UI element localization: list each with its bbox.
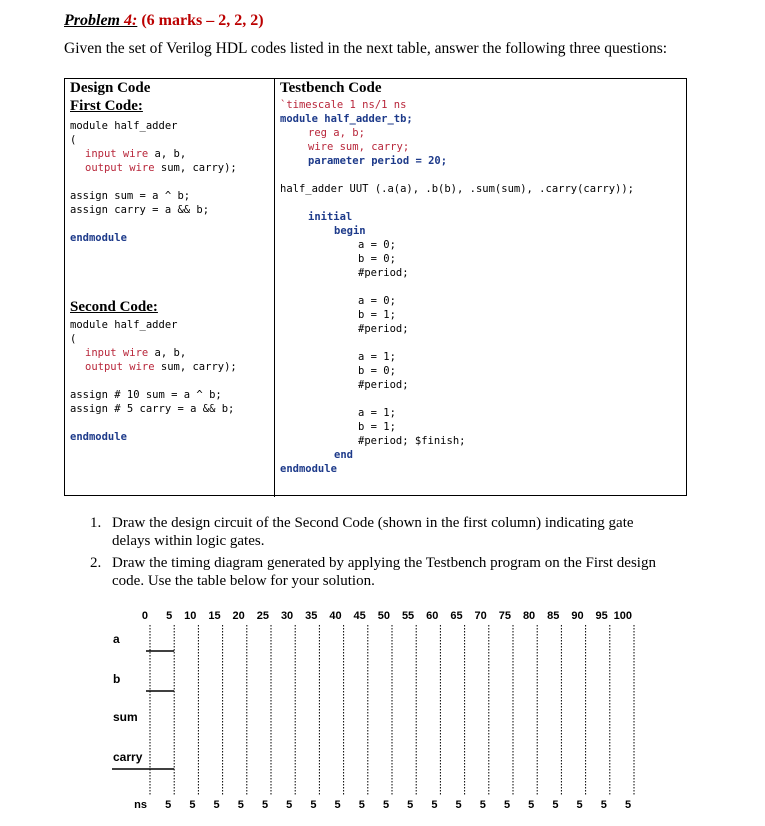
tb-timescale: `timescale 1 ns/1 ns	[280, 99, 407, 111]
interval-label: 5	[479, 799, 486, 811]
second-code-line7: endmodule	[70, 431, 127, 443]
tb-initial: initial	[308, 211, 353, 223]
tb-step1-b: b = 0;	[358, 253, 396, 265]
time-tick-label: 20	[232, 610, 245, 622]
time-tick-label: 100	[613, 610, 632, 622]
design-code-header: Design Code	[70, 80, 151, 96]
interval-label: 5	[503, 799, 511, 811]
problem-marks: (6 marks – 2, 2, 2)	[141, 12, 264, 29]
question-text-line1: Draw the design circuit of the Second Code (shown in the first column) indicating gate	[112, 515, 634, 531]
interval-label: 5	[624, 799, 632, 811]
tb-endmodule: endmodule	[280, 463, 337, 475]
interval-label: 5	[382, 799, 390, 811]
tb-module: module half_adder_tb;	[280, 113, 413, 125]
time-tick-label: 70	[474, 610, 487, 622]
time-tick-label: 60	[426, 610, 439, 622]
testbench-code-header: Testbench Code	[280, 80, 382, 96]
output-wire-keyword: output wire	[85, 162, 155, 174]
time-tick-label: 90	[571, 610, 584, 622]
tb-step4-delay: #period; $finish;	[358, 435, 466, 447]
interval-label: 5	[237, 799, 244, 811]
first-code-line1: module half_adder	[70, 120, 178, 132]
column-divider	[274, 79, 275, 497]
tb-step3-a: a = 1;	[358, 351, 396, 363]
first-code-line2: (	[70, 134, 77, 146]
interval-label: 5	[189, 799, 196, 811]
intro-text: Given the set of Verilog HDL codes listed in the next table, answer the following three questions:	[64, 40, 668, 57]
problem-prefix: Problem	[64, 12, 120, 29]
problem-title	[64, 12, 264, 30]
signal-label: a	[113, 632, 120, 646]
tb-reg: reg a, b;	[308, 127, 365, 139]
time-tick-label: 65	[450, 610, 463, 622]
interval-label: 5	[576, 799, 583, 811]
interval-label: 5	[286, 799, 293, 811]
interval-label: 5	[310, 799, 317, 811]
time-tick-label: 80	[522, 610, 536, 622]
tb-step3-b: b = 0;	[358, 365, 396, 377]
time-unit-label: ns	[134, 799, 147, 811]
time-tick-label: 75	[498, 610, 511, 622]
second-code-line4	[85, 360, 237, 374]
first-code-line4	[85, 161, 237, 175]
interval-label: 5	[261, 799, 269, 811]
input-ports: a, b,	[148, 148, 187, 160]
interval-label: 5	[600, 799, 607, 811]
interval-label: 5	[528, 799, 535, 811]
signal-label: sum	[113, 710, 138, 724]
question-1	[90, 515, 710, 551]
output-wire-keyword: output wire	[85, 361, 155, 373]
first-code-line5: assign sum = a ^ b;	[70, 190, 191, 202]
time-tick-label: 30	[280, 610, 294, 622]
question-text-line1: Draw the timing diagram generated by applying the Testbench program on the First design	[112, 555, 656, 571]
problem-number: 4:	[124, 12, 138, 29]
time-tick-label: 85	[547, 610, 560, 622]
input-wire-keyword: input wire	[85, 347, 149, 359]
interval-label: 5	[455, 799, 462, 811]
tb-step3-delay: #period;	[358, 379, 409, 391]
first-code-label: First Code:	[70, 98, 143, 114]
interval-label: 5	[431, 799, 438, 811]
output-ports: sum, carry);	[154, 361, 237, 373]
second-code-line3	[85, 346, 186, 360]
question-text-line2: code. Use the table below for your solution.	[112, 573, 375, 589]
tb-step4-a: a = 1;	[358, 407, 396, 419]
second-code-line5: assign # 10 sum = a ^ b;	[70, 389, 222, 401]
signal-label: carry	[113, 750, 143, 764]
question-number: 1.	[90, 515, 102, 531]
time-tick-label: 5	[166, 610, 173, 622]
first-code-line7: endmodule	[70, 232, 127, 244]
second-code-label: Second Code:	[70, 299, 158, 315]
time-tick-label: 0	[141, 610, 148, 622]
question-2	[90, 555, 710, 591]
input-ports: a, b,	[148, 347, 187, 359]
second-code-line2: (	[70, 333, 77, 345]
tb-step1-delay: #period;	[358, 267, 409, 279]
question-number: 2.	[90, 555, 102, 571]
tb-step2-b: b = 1;	[358, 309, 396, 321]
timing-diagram-table	[110, 603, 655, 821]
input-wire-keyword: input wire	[85, 148, 149, 160]
time-tick-label: 55	[401, 610, 415, 622]
first-code-line3	[85, 147, 186, 161]
tb-step1-a: a = 0;	[358, 239, 396, 251]
tb-wire: wire sum, carry;	[308, 141, 410, 153]
time-tick-label: 45	[353, 610, 366, 622]
question-text-line2: delays within logic gates.	[112, 533, 265, 549]
interval-label: 5	[334, 799, 341, 811]
time-tick-label: 10	[184, 610, 197, 622]
code-table	[64, 78, 687, 496]
tb-step2-a: a = 0;	[358, 295, 396, 307]
time-tick-label: 40	[329, 610, 342, 622]
interval-label: 5	[552, 799, 559, 811]
tb-instance: half_adder UUT (.a(a), .b(b), .sum(sum), .carry(carry));	[280, 183, 635, 195]
interval-label: 5	[165, 799, 172, 811]
interval-label: 5	[358, 799, 365, 811]
tb-begin: begin	[334, 225, 366, 237]
interval-label: 5	[407, 799, 414, 811]
output-ports: sum, carry);	[154, 162, 237, 174]
interval-label: 5	[213, 799, 220, 811]
time-tick-label: 50	[377, 610, 390, 622]
time-tick-label: 15	[208, 610, 221, 622]
tb-end: end	[334, 449, 353, 461]
second-code-line1: module half_adder	[70, 319, 178, 331]
first-code-line6: assign carry = a && b;	[70, 204, 210, 216]
second-code-line6: assign # 5 carry = a && b;	[70, 403, 235, 415]
tb-step4-b: b = 1;	[358, 421, 396, 433]
time-tick-label: 25	[256, 610, 269, 622]
signal-label: b	[113, 672, 121, 686]
tb-step2-delay: #period;	[358, 323, 409, 335]
time-tick-label: 95	[595, 610, 608, 622]
time-tick-label: 35	[305, 610, 318, 622]
tb-parameter: parameter period = 20;	[308, 155, 448, 167]
